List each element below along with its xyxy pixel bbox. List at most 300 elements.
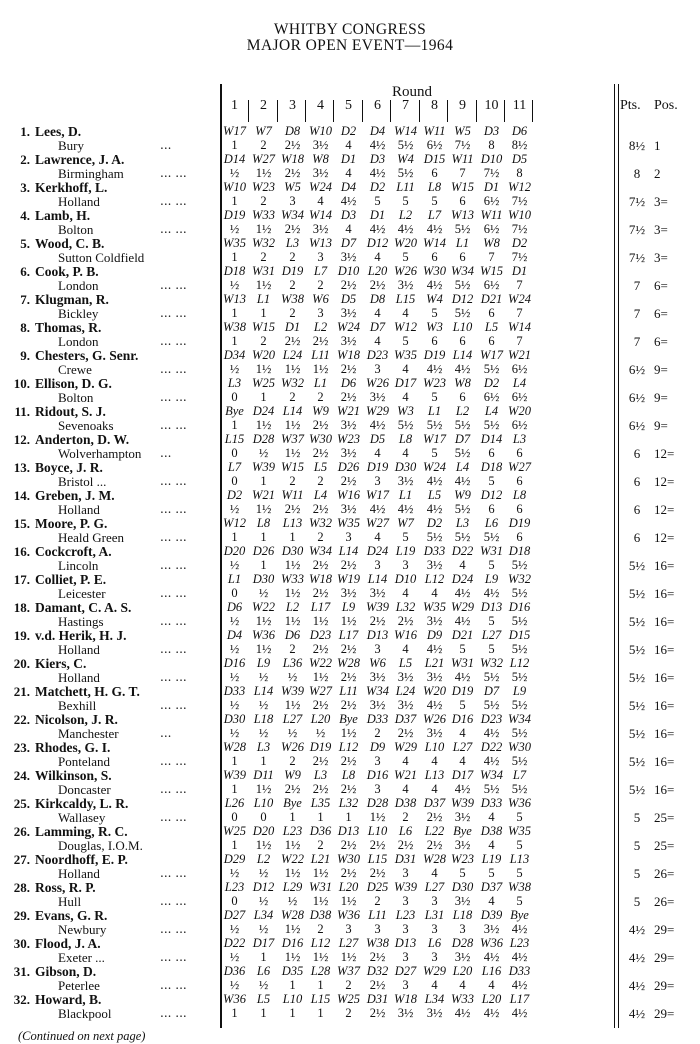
- running-score: 4: [374, 530, 381, 544]
- round-result: D16: [223, 656, 246, 670]
- player-row: [0, 376, 700, 404]
- round-result: W34: [480, 768, 503, 782]
- round-result: D6: [284, 628, 301, 642]
- running-score: 4½: [397, 502, 414, 516]
- round-result: L16: [481, 964, 502, 978]
- points-column-rule: [618, 84, 619, 1028]
- player-name: Greben, J. M.: [35, 488, 115, 503]
- running-score: 5: [488, 866, 495, 880]
- round-result: W25: [337, 992, 360, 1006]
- round-result: L31: [424, 908, 445, 922]
- round-result: W23: [337, 432, 360, 446]
- round-result: L12: [338, 740, 359, 754]
- running-score: 5½: [454, 222, 471, 236]
- round-result: W9: [284, 768, 301, 782]
- running-score: 4: [431, 586, 438, 600]
- player-row: [0, 180, 700, 208]
- running-score: 3½: [369, 390, 386, 404]
- running-score: 6½: [483, 390, 500, 404]
- round-result: W36: [508, 796, 531, 810]
- player-number: 8.: [20, 320, 30, 335]
- total-points: 7: [633, 334, 641, 349]
- round-result: D24: [366, 544, 389, 558]
- round-result: L11: [339, 684, 358, 698]
- player-row: [0, 684, 700, 712]
- player-name: Lawrence, J. A.: [35, 152, 125, 167]
- running-score: 4½: [340, 194, 357, 208]
- running-score: 4: [402, 782, 409, 796]
- round-number-header: 9: [459, 98, 466, 113]
- final-position: 12=: [654, 530, 675, 545]
- round-result: D11: [253, 768, 274, 782]
- round-result: D19: [366, 460, 389, 474]
- round-result: D27: [223, 908, 246, 922]
- running-score: 5½: [454, 306, 471, 320]
- leader-dots: ... ...: [160, 1006, 187, 1020]
- running-score: 6½: [511, 418, 528, 432]
- player-town: Doncaster: [58, 782, 111, 797]
- running-score: 2½: [397, 614, 414, 628]
- running-score: 5½: [511, 642, 528, 656]
- player-name: Howard, B.: [35, 992, 102, 1007]
- round-result: L34: [424, 992, 445, 1006]
- round-divider: [305, 100, 306, 122]
- final-position: 16=: [654, 782, 675, 797]
- running-score: 3: [374, 754, 381, 768]
- round-result: D35: [281, 964, 304, 978]
- leader-dots: ... ...: [160, 362, 187, 376]
- round-result: W9: [454, 488, 471, 502]
- round-result: L1: [398, 488, 413, 502]
- running-score: 3: [374, 922, 381, 936]
- player-name: Rhodes, G. I.: [35, 740, 111, 755]
- round-result: W28: [423, 852, 446, 866]
- running-score: 3½: [312, 166, 329, 180]
- total-points: 5½: [628, 642, 646, 657]
- running-score: 5½: [511, 698, 528, 712]
- running-score: 1½: [340, 894, 357, 908]
- round-result: W27: [309, 684, 332, 698]
- round-result: W36: [223, 992, 246, 1006]
- running-score: 4: [317, 194, 324, 208]
- round-result: L3: [256, 740, 271, 754]
- round-result: W10: [309, 124, 332, 138]
- running-score: 5½: [511, 614, 528, 628]
- round-result: W34: [366, 684, 389, 698]
- player-row: [0, 740, 700, 768]
- round-result: W13: [223, 292, 246, 306]
- round-result: W14: [394, 124, 417, 138]
- final-position: 12=: [654, 502, 675, 517]
- round-result: W14: [309, 208, 332, 222]
- player-row: [0, 992, 700, 1020]
- running-score: 2½: [284, 502, 301, 516]
- total-points: 4½: [628, 922, 646, 937]
- round-result: D7: [369, 320, 386, 334]
- round-result: L27: [338, 936, 359, 950]
- running-score: ½: [287, 894, 298, 908]
- round-result: D33: [223, 684, 246, 698]
- player-town: Bickley: [58, 306, 99, 321]
- round-number-header: 7: [402, 98, 409, 113]
- round-result: W34: [508, 712, 531, 726]
- round-result: L15: [367, 852, 388, 866]
- running-score: ½: [258, 726, 269, 740]
- running-score: ½: [229, 642, 240, 656]
- running-score: 3: [317, 250, 324, 264]
- round-divider: [447, 100, 448, 122]
- round-result: W33: [252, 208, 275, 222]
- running-score: 2½: [369, 278, 386, 292]
- leader-dots: ... ...: [160, 502, 187, 516]
- leader-dots: ... ...: [160, 866, 187, 880]
- round-result: D37: [394, 712, 417, 726]
- running-score: 3: [345, 922, 352, 936]
- running-score: 1½: [255, 166, 272, 180]
- round-result: L22: [424, 824, 445, 838]
- round-result: W15: [480, 264, 503, 278]
- round-divider: [362, 100, 363, 122]
- round-result: W6: [312, 292, 329, 306]
- total-points: 8½: [628, 138, 646, 153]
- round-result: L5: [398, 656, 413, 670]
- round-result: L21: [424, 656, 445, 670]
- running-score: 0: [231, 810, 238, 824]
- position-header: Pos.: [654, 98, 678, 113]
- round-result: L5: [427, 488, 442, 502]
- leader-dots: ... ...: [160, 698, 187, 712]
- round-result: W35: [394, 348, 417, 362]
- running-score: 1: [231, 418, 238, 432]
- round-result: L5: [313, 460, 328, 474]
- running-score: 1½: [312, 894, 329, 908]
- round-result: Bye: [339, 712, 358, 726]
- player-row: [0, 124, 700, 152]
- player-row: [0, 320, 700, 348]
- round-result: L20: [481, 992, 502, 1006]
- player-row: [0, 236, 700, 264]
- running-score: 6: [488, 334, 495, 348]
- running-score: 4½: [454, 782, 471, 796]
- round-result: D10: [337, 264, 360, 278]
- round-result: D33: [423, 544, 446, 558]
- total-points: 5½: [628, 670, 646, 685]
- total-points: 5½: [628, 558, 646, 573]
- player-row: [0, 348, 700, 376]
- round-result: D28: [252, 432, 275, 446]
- event-title: WHITBY CONGRESS: [273, 21, 427, 38]
- running-score: 5½: [511, 558, 528, 572]
- running-score: 2½: [284, 334, 301, 348]
- running-score: 2: [317, 474, 324, 488]
- running-score: 7: [516, 334, 523, 348]
- round-result: W11: [480, 208, 503, 222]
- running-score: 5½: [426, 530, 443, 544]
- round-result: L14: [452, 348, 473, 362]
- player-number: 16.: [13, 544, 30, 559]
- running-score: 3: [459, 922, 466, 936]
- round-result: L23: [395, 908, 416, 922]
- player-name: Lamb, H.: [35, 208, 91, 223]
- player-town: Wallasey: [58, 810, 106, 825]
- running-score: 1: [317, 978, 324, 992]
- round-result: D38: [394, 796, 417, 810]
- round-result: L10: [253, 796, 274, 810]
- running-score: 3: [431, 894, 438, 908]
- round-result: D36: [223, 964, 246, 978]
- leader-dots: ... ...: [160, 474, 187, 488]
- running-score: 2½: [284, 166, 301, 180]
- round-result: W18: [337, 348, 360, 362]
- running-score: 2½: [369, 866, 386, 880]
- round-result: D2: [511, 236, 528, 250]
- round-result: W27: [366, 516, 389, 530]
- round-result: L14: [338, 544, 359, 558]
- round-result: W28: [223, 740, 246, 754]
- final-position: 12=: [654, 446, 675, 461]
- round-result: W14: [508, 320, 531, 334]
- total-points: 6: [633, 446, 641, 461]
- player-town: Bury: [58, 138, 84, 153]
- round-result: L10: [424, 740, 445, 754]
- round-result: L7: [313, 264, 328, 278]
- running-score: 4½: [454, 474, 471, 488]
- running-score: 4: [488, 838, 495, 852]
- running-score: 2½: [312, 698, 329, 712]
- running-score: 0: [231, 390, 238, 404]
- round-result: D23: [366, 348, 389, 362]
- player-name: Ridout, S. J.: [35, 404, 106, 419]
- round-result: W8: [483, 236, 500, 250]
- player-row: [0, 432, 700, 460]
- running-score: 2½: [369, 614, 386, 628]
- round-result: D2: [226, 488, 243, 502]
- round-result: L14: [282, 404, 303, 418]
- round-result: W38: [281, 292, 304, 306]
- player-number: 7.: [20, 292, 30, 307]
- round-result: D1: [340, 152, 357, 166]
- running-score: 5½: [483, 782, 500, 796]
- round-result: Bye: [510, 908, 529, 922]
- running-score: 6: [459, 390, 466, 404]
- round-result: W5: [284, 180, 301, 194]
- final-position: 16=: [654, 670, 675, 685]
- round-result: D22: [223, 936, 246, 950]
- round-result: L1: [455, 236, 470, 250]
- running-score: 4½: [483, 754, 500, 768]
- round-number-header: 11: [512, 98, 527, 113]
- running-score: ½: [287, 670, 298, 684]
- running-score: 5½: [397, 418, 414, 432]
- round-result: D9: [369, 740, 386, 754]
- player-name: Kiers, C.: [35, 656, 87, 671]
- running-score: 1: [260, 950, 267, 964]
- running-score: 5: [516, 894, 523, 908]
- round-result: D24: [451, 572, 474, 586]
- running-score: 4½: [397, 222, 414, 236]
- round-result: L17: [338, 628, 359, 642]
- running-score: 1½: [284, 362, 301, 376]
- total-points: 5½: [628, 614, 646, 629]
- leader-dots: ... ...: [160, 194, 187, 208]
- running-score: 3½: [369, 586, 386, 600]
- final-position: 3=: [654, 222, 668, 237]
- round-result: W25: [252, 376, 275, 390]
- running-score: 4½: [454, 670, 471, 684]
- round-result: L10: [282, 992, 303, 1006]
- running-score: 4: [459, 726, 466, 740]
- round-result: D10: [394, 572, 417, 586]
- running-score: 1: [231, 1006, 238, 1020]
- running-score: 3: [402, 558, 409, 572]
- running-score: 2½: [312, 558, 329, 572]
- round-result: W21: [252, 488, 275, 502]
- round-result: D22: [480, 740, 503, 754]
- round-result: W11: [423, 124, 446, 138]
- round-result: W39: [281, 684, 304, 698]
- player-name: Nicolson, J. R.: [35, 712, 118, 727]
- round-result: D16: [508, 600, 531, 614]
- final-position: 16=: [654, 726, 675, 741]
- running-score: 4: [402, 446, 409, 460]
- player-name: Ross, R. P.: [35, 880, 96, 895]
- round-result: D14: [480, 432, 503, 446]
- running-score: 1: [231, 782, 238, 796]
- running-score: 3½: [312, 222, 329, 236]
- round-result: D13: [337, 824, 360, 838]
- running-score: 4½: [454, 614, 471, 628]
- player-name: Kirkcaldy, L. R.: [35, 796, 129, 811]
- round-result: D18: [508, 544, 531, 558]
- running-score: 5½: [454, 502, 471, 516]
- round-result: L8: [341, 768, 356, 782]
- running-score: 3½: [426, 558, 443, 572]
- running-score: 1½: [255, 222, 272, 236]
- player-town: Holland: [58, 866, 100, 881]
- running-score: 6: [459, 334, 466, 348]
- round-result: W35: [508, 824, 531, 838]
- running-score: 4½: [454, 362, 471, 376]
- running-score: 4: [402, 754, 409, 768]
- running-score: 3: [374, 362, 381, 376]
- running-score: 1½: [284, 838, 301, 852]
- round-result: D13: [480, 600, 503, 614]
- running-score: 5: [459, 698, 466, 712]
- running-score: 3½: [397, 474, 414, 488]
- running-score: 6: [459, 194, 466, 208]
- running-score: 3: [374, 642, 381, 656]
- running-score: 2½: [397, 726, 414, 740]
- running-score: 4: [374, 446, 381, 460]
- running-score: 1½: [284, 698, 301, 712]
- running-score: ½: [229, 166, 240, 180]
- round-result: W23: [252, 180, 275, 194]
- running-score: 5½: [454, 530, 471, 544]
- player-row: [0, 152, 700, 180]
- round-result: D19: [508, 516, 531, 530]
- running-score: 2½: [426, 810, 443, 824]
- running-score: 7: [516, 278, 523, 292]
- round-divider: [504, 100, 505, 122]
- player-number: 21.: [13, 684, 30, 699]
- round-result: L9: [512, 684, 527, 698]
- player-name: Anderton, D. W.: [35, 432, 130, 447]
- running-score: 5: [431, 390, 438, 404]
- round-result: W10: [508, 208, 531, 222]
- round-result: Bye: [453, 824, 472, 838]
- running-score: 4: [402, 586, 409, 600]
- round-result: L5: [256, 992, 271, 1006]
- running-score: 5½: [511, 586, 528, 600]
- running-score: 2½: [340, 278, 357, 292]
- running-score: 3½: [369, 670, 386, 684]
- running-score: 1: [289, 810, 296, 824]
- round-result: W3: [426, 320, 443, 334]
- running-score: 3½: [397, 278, 414, 292]
- round-result: L20: [310, 712, 331, 726]
- round-result: W28: [337, 656, 360, 670]
- round-result: W24: [337, 320, 360, 334]
- round-result: L8: [398, 432, 413, 446]
- page-title: [0, 22, 700, 54]
- leader-dots: ... ...: [160, 950, 187, 964]
- running-score: 5: [459, 642, 466, 656]
- round-result: L4: [455, 460, 470, 474]
- round-result: D37: [423, 796, 446, 810]
- running-score: 1½: [340, 950, 357, 964]
- leader-dots: ...: [160, 446, 172, 460]
- round-result: L28: [310, 964, 331, 978]
- round-result: W26: [394, 264, 417, 278]
- player-number: 28.: [13, 880, 30, 895]
- player-number: 14.: [13, 488, 30, 503]
- column-headers: [0, 84, 700, 124]
- player-row: [0, 208, 700, 236]
- player-name: Flood, J. A.: [35, 936, 101, 951]
- running-score: 1: [231, 306, 238, 320]
- final-position: 3=: [654, 194, 668, 209]
- round-result: L19: [395, 544, 416, 558]
- round-result: W21: [394, 768, 417, 782]
- round-number-header: 10: [484, 98, 499, 113]
- round-result: D30: [394, 460, 417, 474]
- running-score: 6: [459, 250, 466, 264]
- round-divider: [248, 100, 249, 122]
- round-result: W19: [337, 572, 360, 586]
- running-score: 1: [260, 390, 267, 404]
- player-number: 3.: [20, 180, 30, 195]
- round-result: W12: [223, 516, 246, 530]
- round-result: L2: [285, 600, 300, 614]
- player-row: [0, 572, 700, 600]
- round-result: W8: [312, 152, 329, 166]
- player-number: 24.: [13, 768, 30, 783]
- running-score: 4½: [426, 698, 443, 712]
- player-row: [0, 964, 700, 992]
- leader-dots: ... ...: [160, 334, 187, 348]
- round-divider: [532, 100, 533, 122]
- table-left-rule: [220, 84, 222, 1028]
- round-result: W24: [309, 180, 332, 194]
- leader-dots: ... ...: [160, 306, 187, 320]
- final-position: 29=: [654, 950, 675, 965]
- round-result: L3: [285, 236, 300, 250]
- round-result: D2: [426, 516, 443, 530]
- round-result: D4: [340, 180, 357, 194]
- round-result: W37: [337, 964, 360, 978]
- round-result: W4: [397, 152, 414, 166]
- round-result: L4: [484, 404, 499, 418]
